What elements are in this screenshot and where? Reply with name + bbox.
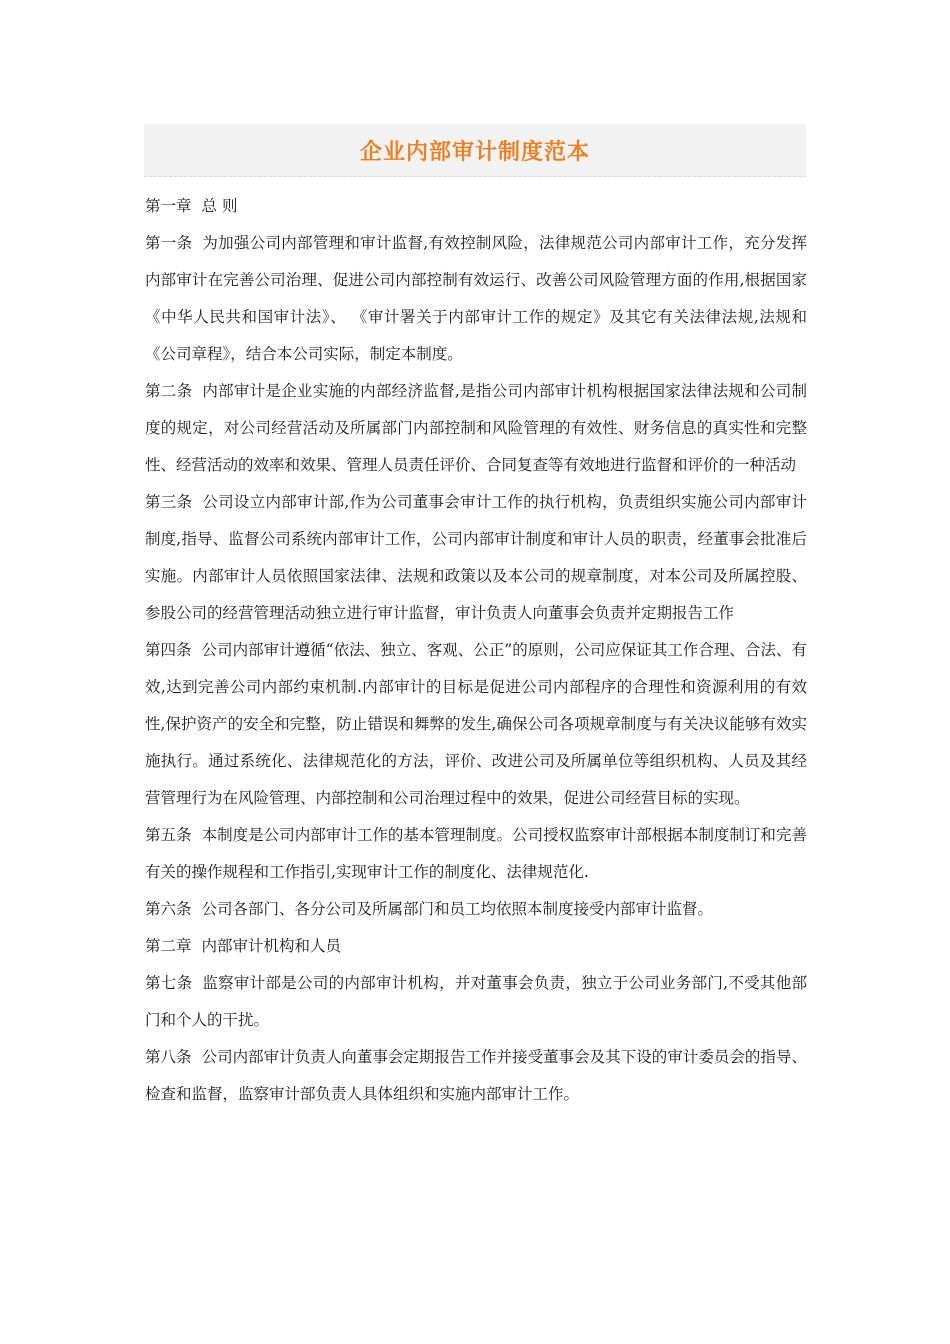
article-text: 公司内部审计遵循“依法、独立、客观、公正”的原则，公司应保证其工作合理、合法、有效,达到完善公司内部约束机制.内部审计的目标是促进公司内部程序的合理性和资源利用的有效性,保护资产的安全和完整，防止错误和舞弊的发生,确保公司各项规章制度与有关决议能够有效实施执行。通过系统化、法律规范化的方法，评价、改进公司及所属单位等组织机构、人员及其经营管理行为在风险管理、内部控制和公司治理过程中的效果，促进公司经营目标的实现。 [145,641,807,807]
article-text: 为加强公司内部管理和审计监督,有效控制风险，法律规范公司内部审计工作，充分发挥内部审计在完善公司治理、促进公司内部控制有效运行、改善公司风险管理方面的作用,根据国家《中华人民共和国审计法》、 《审计署关于内部审计工作的规定》及其它有关法律法规,法规和《公司章程》，结合本公司实际，制定本制度。 [145,234,807,363]
article-text: 公司内部审计负责人向董事会定期报告工作并接受董事会及其下设的审计委员会的指导、检查和监督，监察审计部负责人具体组织和实施内部审计工作。 [145,1048,807,1103]
article-7 [145,965,807,1039]
chapter-label: 第一章 [145,197,192,215]
article-label: 第八条 [145,1048,192,1066]
article-6 [145,891,807,928]
document-title: 企业内部审计制度范本 [359,139,590,165]
article-text: 监察审计部是公司的内部审计机构，并对董事会负责，独立于公司业务部门,不受其他部门和个人的干扰。 [145,974,807,1029]
article-label: 第一条 [145,234,193,252]
article-text: 公司设立内部审计部,作为公司董事会审计工作的执行机构，负责组织实施公司内部审计制度,指导、监督公司系统内部审计工作，公司内部审计制度和审计人员的职责，经董事会批准后实施。内部审计人员依照国家法律、法规和政策以及本公司的规章制度，对本公司及所属控股、参股公司的经营管理活动独立进行审计监督，审计负责人向董事会负责并定期报告工作 [145,493,807,622]
article-label: 第五条 [145,826,192,844]
article-text: 内部审计是企业实施的内部经济监督,是指公司内部审计机构根据国家法律法规和公司制度的规定，对公司经营活动及所属部门内部控制和风险管理的有效性、财务信息的真实性和完整性、经营活动的效率和效果、管理人员责任评价、合同复查等有效地进行监督和评价的一种活动 [145,382,807,474]
chapter-title: 内部审计机构和人员 [201,937,342,955]
article-8 [145,1039,807,1113]
article-2 [145,373,807,484]
document-body [145,188,807,1113]
chapter-label: 第二章 [145,937,192,955]
article-1 [145,225,807,373]
article-label: 第三条 [145,493,193,511]
article-label: 第七条 [145,974,193,992]
article-label: 第六条 [145,900,192,918]
article-text: 公司各部门、各分公司及所属部门和员工均依照本制度接受内部审计监督。 [201,900,714,918]
chapter-title: 总 则 [201,197,238,215]
article-label: 第四条 [145,641,192,659]
chapter-1-heading [145,188,807,225]
article-3 [145,484,807,632]
article-label: 第二条 [145,382,193,400]
chapter-2-heading [145,928,807,965]
article-4 [145,632,807,817]
article-5 [145,817,807,891]
title-banner [144,124,806,177]
article-text: 本制度是公司内部审计工作的基本管理制度。公司授权监察审计部根据本制度制订和完善有关的操作规程和工作指引,实现审计工作的制度化、法律规范化. [145,826,807,881]
